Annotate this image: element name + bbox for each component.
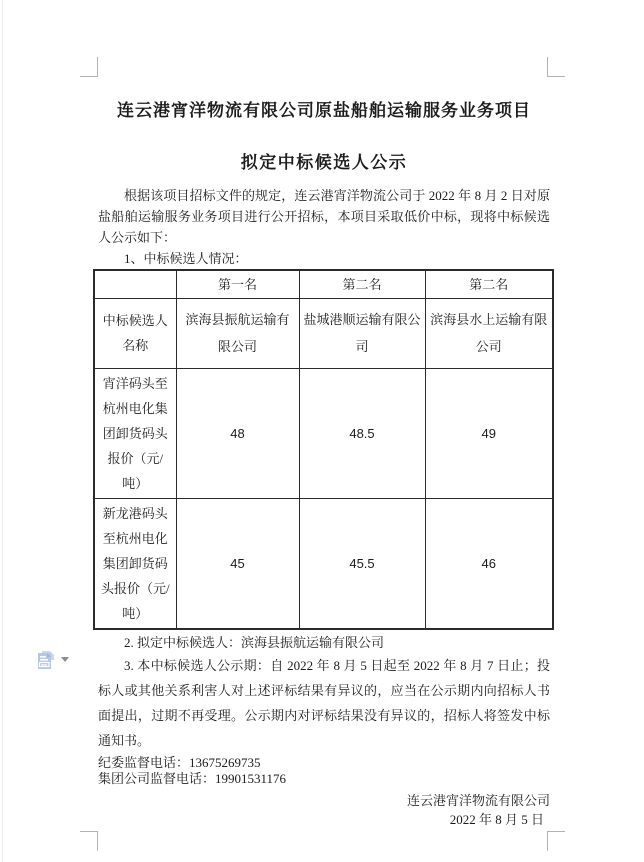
paste-options-icon bbox=[36, 658, 56, 675]
bid-candidates-table bbox=[93, 269, 554, 630]
signature-block bbox=[98, 791, 550, 829]
header-cell-blank bbox=[94, 270, 176, 298]
header-cell-first-place: 第一名 bbox=[176, 270, 299, 298]
crop-mark-top-right bbox=[547, 57, 565, 77]
document-title: 连云港宵洋物流有限公司原盐船舶运输服务业务项目 bbox=[117, 101, 531, 120]
document-content bbox=[98, 77, 550, 829]
price-cell: 45.5 bbox=[299, 498, 425, 629]
candidate-name-cell: 滨海县振航运输有限公司 bbox=[176, 298, 299, 368]
candidate-name-cell: 滨海县水上运输有限公司 bbox=[425, 298, 553, 368]
header-cell-second-place: 第二名 bbox=[299, 270, 425, 298]
row-label: 新龙港码头至杭州电化集团卸货码头报价（元/吨） bbox=[94, 498, 176, 629]
candidate-name-cell: 盐城港顺运输有限公司 bbox=[299, 298, 425, 368]
price-cell: 49 bbox=[425, 368, 553, 498]
section2-proposed-winner: 2. 拟定中标候选人：滨海县振航运输有限公司 bbox=[124, 634, 385, 650]
paste-options-button[interactable] bbox=[36, 649, 74, 673]
section3-publicity-period: 3. 本中标候选人公示期：自 2022 年 8 月 5 日起至 2022 年 8 月 7 日止；投标人或其他关系利害人对上述评标结果有异议的，应当在公示期内向招标人书面提出，过期不再受理。公示期内对评标结果没有异议的，招标人将签发中标通知书。 bbox=[98, 657, 550, 748]
dropdown-arrow-icon[interactable] bbox=[61, 657, 69, 662]
supervision-phones bbox=[98, 755, 550, 787]
price-cell: 48.5 bbox=[299, 368, 425, 498]
price-cell: 46 bbox=[425, 498, 553, 629]
price-cell: 48 bbox=[176, 368, 299, 498]
signature-date: 2022 年 8 月 5 日 bbox=[449, 811, 544, 827]
header-cell-third-place: 第二名 bbox=[425, 270, 553, 298]
document-subtitle: 拟定中标候选人公示 bbox=[240, 153, 408, 172]
signature-company: 连云港宵洋物流有限公司 bbox=[406, 792, 550, 808]
row-label: 中标候选人名称 bbox=[94, 298, 176, 368]
section1-heading: 1、中标候选人情况： bbox=[124, 251, 248, 266]
page-edge-shadow bbox=[2, 0, 3, 862]
row-label: 宵洋码头至杭州电化集团卸货码头报价（元/吨） bbox=[94, 368, 176, 498]
table-row-price-xinlonggang bbox=[94, 498, 553, 629]
crop-mark-bottom-right bbox=[547, 831, 565, 851]
crop-mark-top-left bbox=[80, 57, 98, 77]
crop-mark-bottom-left bbox=[80, 831, 98, 851]
discipline-phone-line: 纪委监督电话：13675269735 bbox=[98, 754, 261, 770]
table-row-price-xiaoyang bbox=[94, 368, 553, 498]
group-phone-line: 集团公司监督电话：19901531176 bbox=[98, 770, 287, 786]
table-header-row bbox=[94, 270, 553, 298]
price-cell: 45 bbox=[176, 498, 299, 629]
table-row-candidate-names bbox=[94, 298, 553, 368]
intro-paragraph: 根据该项目招标文件的规定，连云港宵洋物流公司于 2022 年 8 月 2 日对原盐船舶运输服务业务项目进行公开招标，本项目采取低价中标，现将中标候选人公示如下： bbox=[98, 188, 550, 245]
